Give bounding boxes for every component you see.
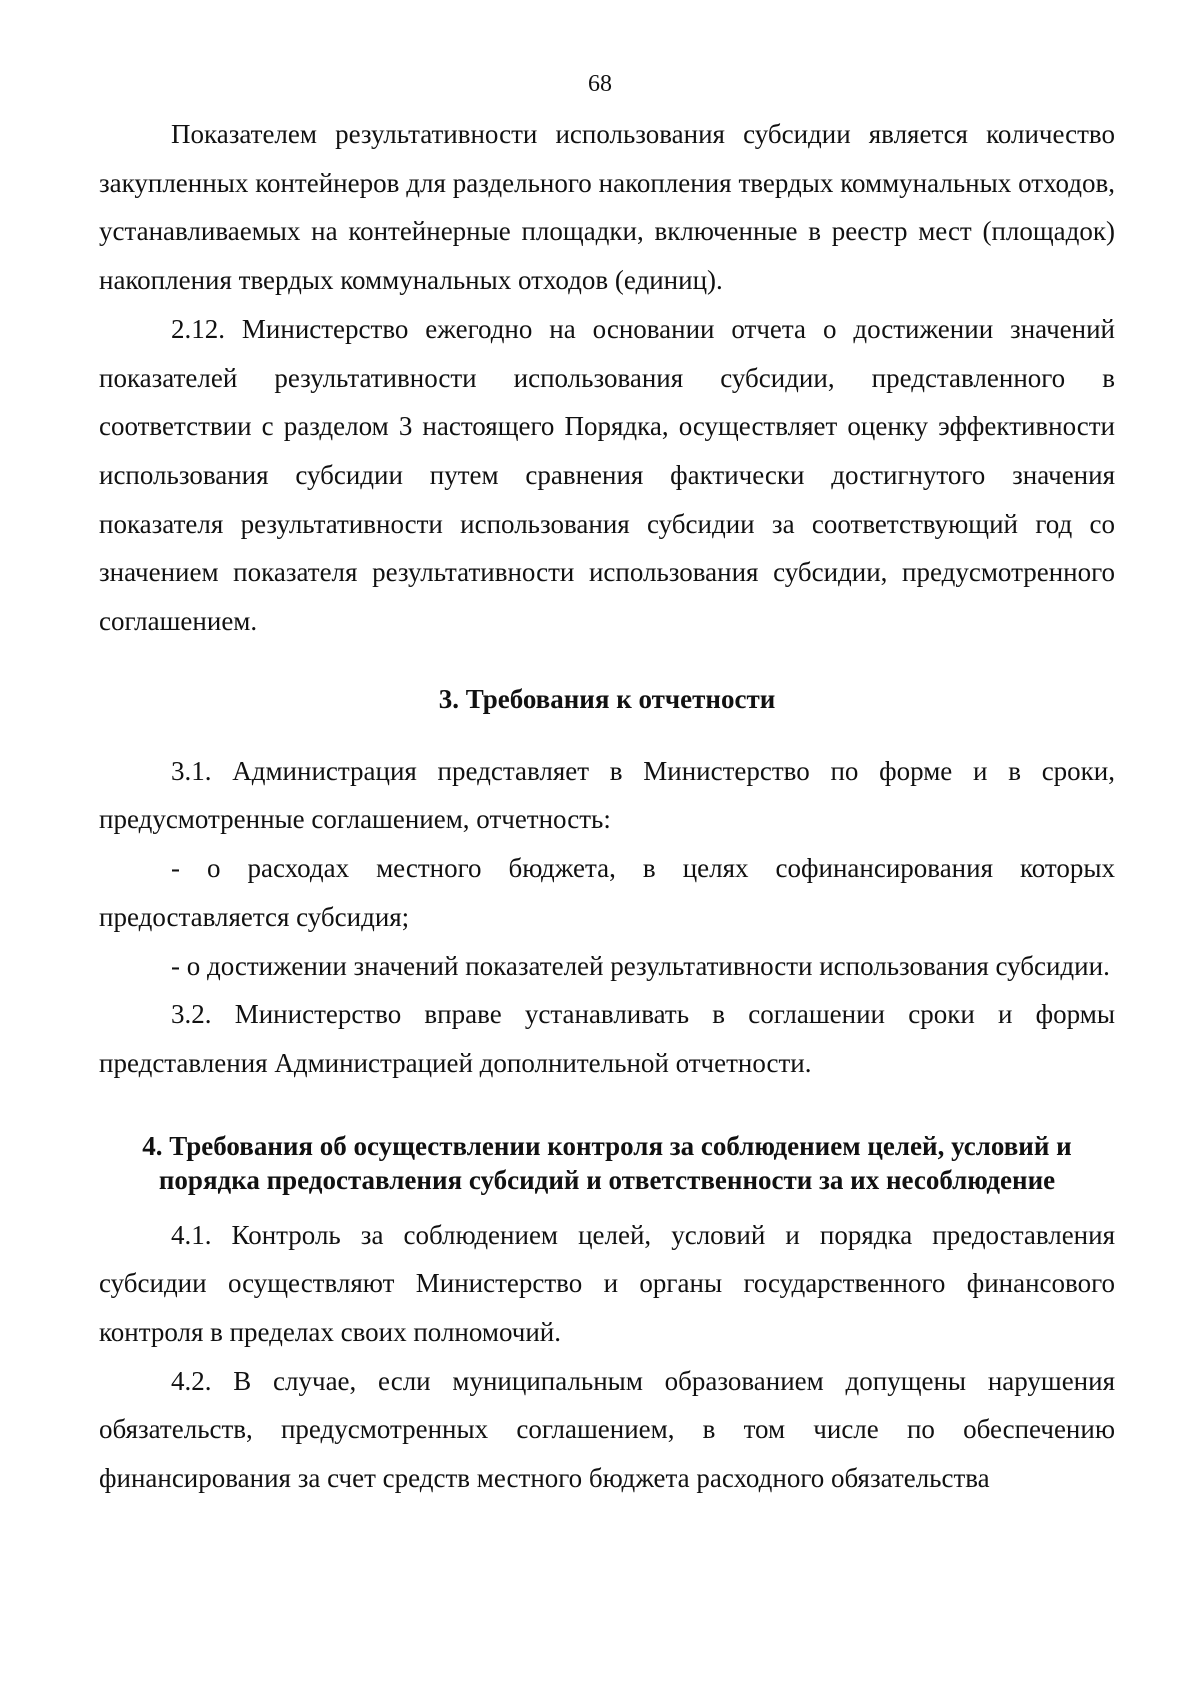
paragraph-performance-indicator: Показателем результативности использования субсидии является количество закупленных контейнеров для раздельного накопления твердых коммунальных отходов, устанавливаемых на контейнерные площадки, включенные в реестр мест (площадок) накопления твердых коммунальных отходов (единиц). <box>99 119 1115 296</box>
section-4-heading-line-2: порядка предоставления субсидий и ответственности за их несоблюдение <box>158 1164 1056 1195</box>
document-body <box>99 110 1115 1503</box>
spacer <box>99 723 1115 747</box>
list-item-expenses: - о расходах местного бюджета, в целях софинансирования которых предоставляется субсидия; <box>99 853 1115 932</box>
list-item-indicators: - о достижении значений показателей результативности использования субсидии. <box>171 950 1110 981</box>
paragraph-2-12: 2.12. Министерство ежегодно на основании отчета о достижении значений показателей результативности использования субсидии, представленного в соответствии с разделом 3 настоящего Порядка, осуществляет оценку эффективности использования субсидии путем сравнения фактически достигнутого значения показателя результативности использования субсидии за соответствующий год со значением показателя результативности использования субсидии, предусмотренного соглашением. <box>99 313 1115 637</box>
paragraph-3-2: 3.2. Министерство вправе устанавливать в соглашении сроки и формы представления Администрацией дополнительной отчетности. <box>99 999 1115 1078</box>
paragraph-4-1: 4.1. Контроль за соблюдением целей, условий и порядка предоставления субсидии осуществляют Министерство и органы государственного финансового контроля в пределах своих полномочий. <box>99 1219 1115 1348</box>
page-number: 68 <box>588 71 612 97</box>
paragraph-4-2: 4.2. В случае, если муниципальным образованием допущены нарушения обязательств, предусмотренных соглашением, в том числе по обеспечению финансирования за счет средств местного бюджета расходного обязательства <box>99 1365 1115 1494</box>
spacer <box>99 1197 1115 1211</box>
spacer <box>99 646 1115 675</box>
section-3-heading: 3. Требования к отчетности <box>438 683 776 714</box>
spacer <box>99 1088 1115 1129</box>
paragraph-3-1: 3.1. Администрация представляет в Министерство по форме и в сроки, предусмотренные соглашением, отчетность: <box>99 755 1115 835</box>
section-4-heading-line-1: 4. Требования об осуществлении контроля за соблюдением целей, условий и <box>142 1130 1072 1161</box>
